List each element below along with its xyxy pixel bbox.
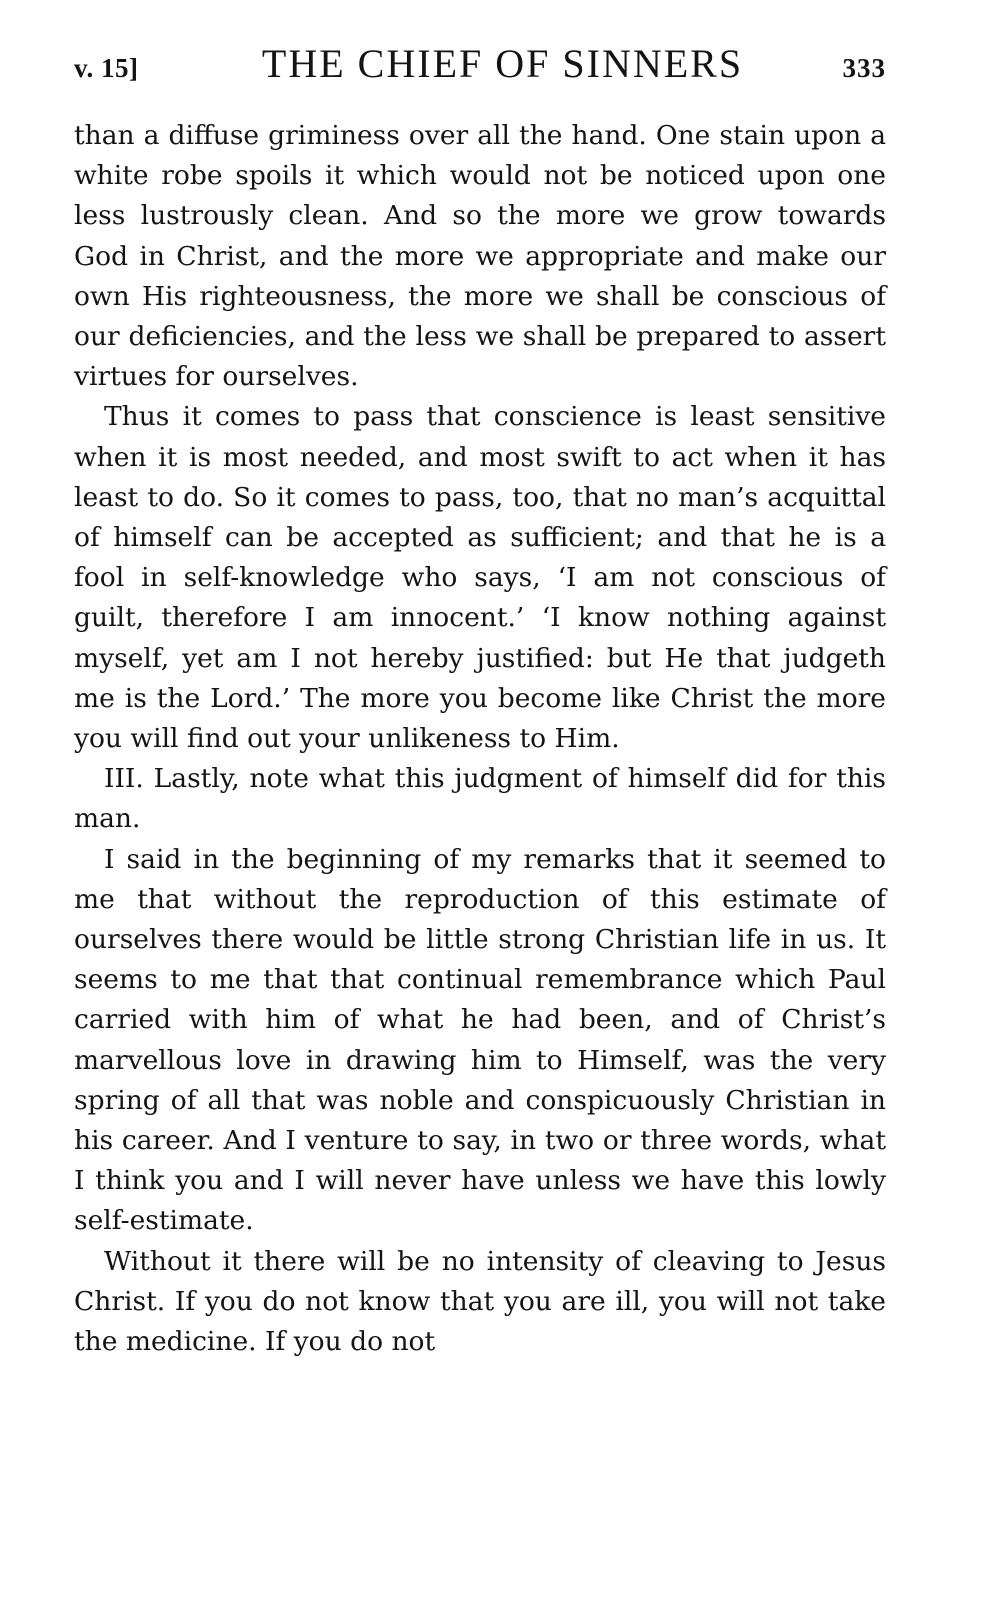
running-head xyxy=(74,40,886,92)
paragraph-continued: than a diffuse griminess over all the hand. One stain upon a white robe spoils it which would not be noticed upon one less lustrously clean. And so the more we grow towards God in Christ, and the more we appropriate and make our own His righteousness, the more we shall be conscious of our deficiencies, and the less we shall be prepared to assert virtues for ourselves. xyxy=(74,120,886,393)
page-number: 333 xyxy=(842,53,886,83)
paragraph-section-heading: III. Lastly, note what this judgment of himself did for this man. xyxy=(74,763,886,835)
paragraph: Thus it comes to pass that conscience is least sensitive when it is most needed, and most swift to act when it has least to do. So it comes to pass, too, that no man’s acquittal of himself can be accepted as sufficient; and that he is a fool in self-knowledge who says, ‘I am not conscious of guilt, therefore I am innocent.’ ‘I know nothing against myself, yet am I not hereby justified: but He that judgeth me is the Lord.’ The more you become like Christ the more you will find out your unlikeness to Him. xyxy=(74,401,886,755)
body-text xyxy=(74,116,886,1362)
paragraph: I said in the beginning of my remarks that it seemed to me that without the reproduction of this estimate of ourselves there would be little strong Christian life in us. It seems to me that that continual remembrance which Paul carried with him of what he had been, and of Christ’s marvellous love in drawing him to Himself, was the very spring of all that was noble and conspicuously Christian in his career. And I venture to say, in two or three words, what I think you and I will never have unless we have this lowly self-estimate. xyxy=(74,843,886,1237)
paragraph: Without it there will be no intensity of cleaving to Jesus Christ. If you do not know that you are ill, you will not take the medicine. If you do not xyxy=(74,1245,886,1358)
book-page xyxy=(74,40,886,1362)
verse-reference: v. 15] xyxy=(74,53,139,83)
chapter-title: THE CHIEF OF SINNERS xyxy=(261,41,744,86)
